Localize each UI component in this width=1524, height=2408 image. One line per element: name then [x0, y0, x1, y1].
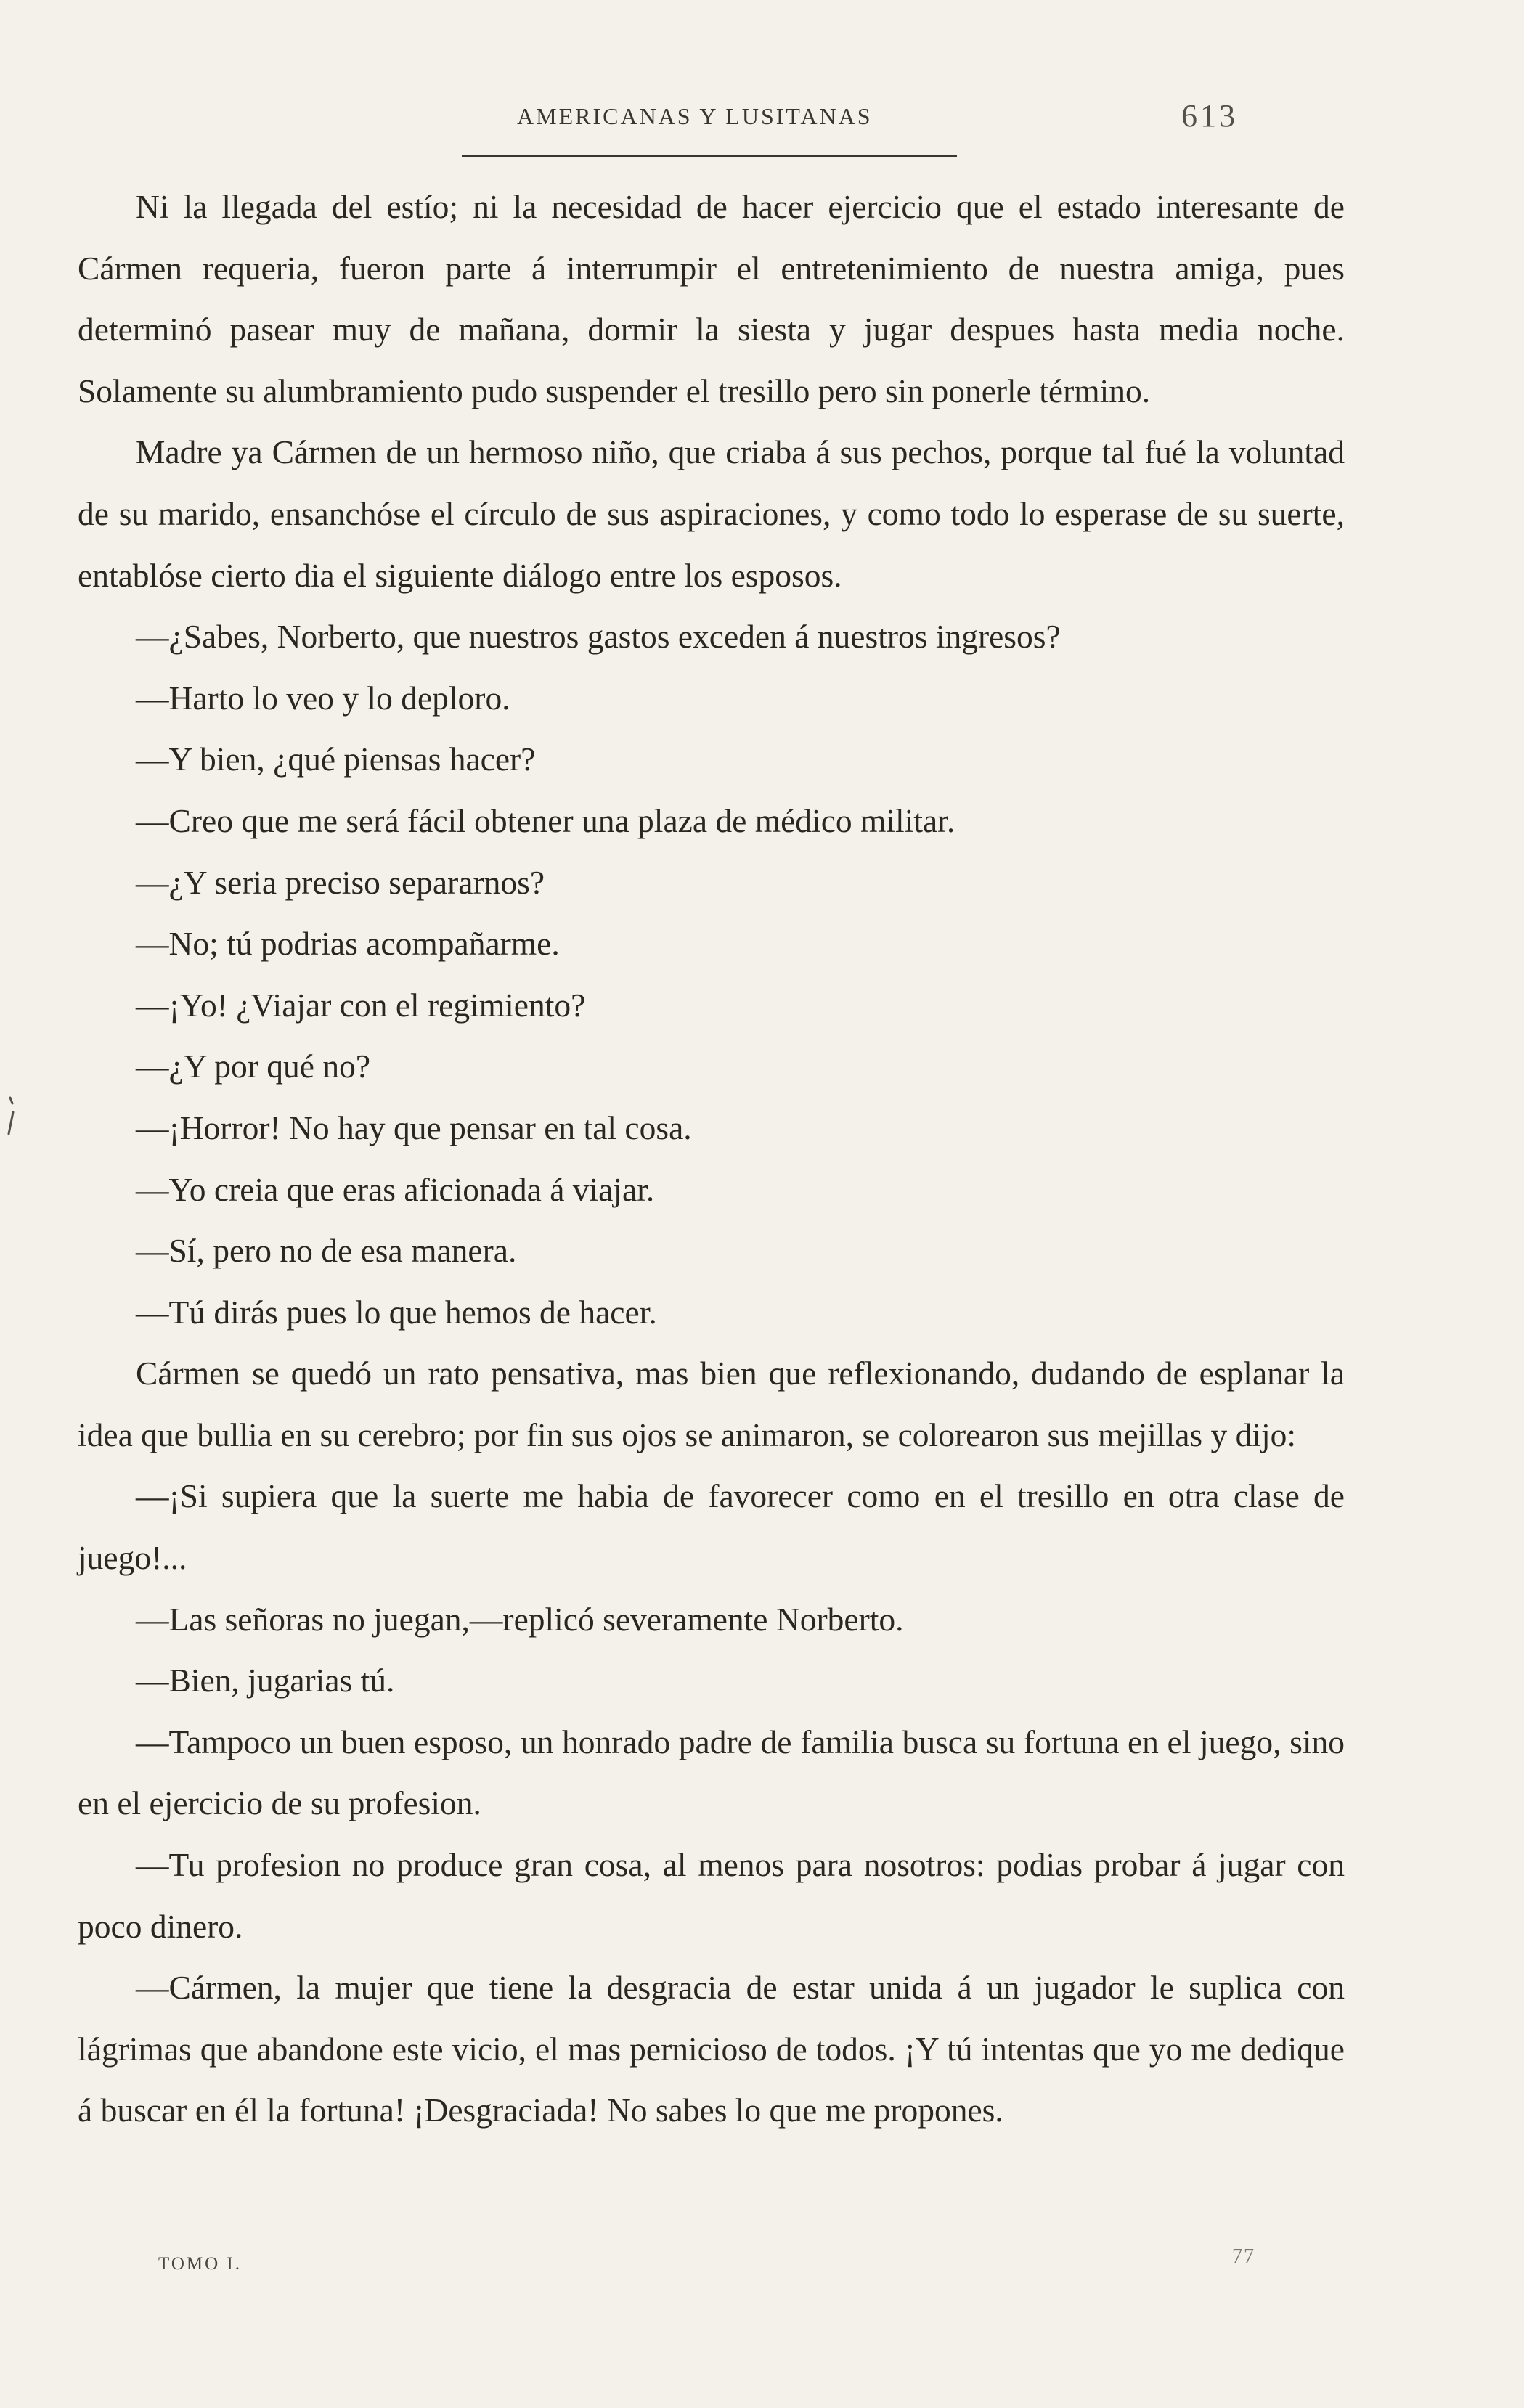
dialogue-line: —Creo que me será fácil obtener una plaza de médico militar. [136, 801, 955, 839]
dialogue-line: —¡Si supiera que la suerte me habia de favorecer como en el tresillo en otra clase de juego!... [78, 1477, 1345, 1577]
dialogue-line: —Y bien, ¿qué piensas hacer? [136, 740, 536, 778]
dialogue-line: —Tú dirás pues lo que hemos de hacer. [136, 1293, 657, 1331]
dialogue-line: —Tampoco un buen esposo, un honrado padre de familia busca su fortuna en el juego, sino en el ejercicio de su profesion. [78, 1723, 1345, 1822]
dialogue-line: —Yo creia que eras aficionada á viajar. [136, 1170, 655, 1208]
page-footer [0, 2245, 1524, 2283]
dialogue-line: —Cármen, la mujer que tiene la desgracia de estar unida á un jugador le suplica con lágrimas que abandone este vicio, el mas pernicioso de todos. ¡Y tú intentas que yo me dedique á buscar en él la fortuna! ¡Desgraciada! No sabes lo que me propones. [78, 1969, 1345, 2129]
dialogue-line: —¿Sabes, Norberto, que nuestros gastos exceden á nuestros ingresos? [136, 618, 1061, 656]
dialogue-line: —Las señoras no juegan,—replicó severamente Norberto. [136, 1600, 904, 1638]
paragraph: Ni la llegada del estío; ni la necesidad de hacer ejercicio que el estado interesante de Cármen requeria, fueron parte á interrumpir el entretenimiento de nuestra amiga, pues determinó pasear muy de mañana, dormir la siesta y jugar despues hasta media noche. Solamente su alumbramiento pudo suspender el tresillo pero sin ponerle término. [78, 188, 1345, 409]
signature-mark: TOMO I. [158, 2254, 242, 2274]
dialogue-line: —¿Y seria preciso separarnos? [136, 863, 545, 901]
dialogue-line: —Harto lo veo y lo deploro. [136, 679, 510, 717]
dialogue-line: —¡Yo! ¿Viajar con el regimiento? [136, 986, 586, 1024]
header-rule [462, 155, 957, 157]
dialogue-line: —¡Horror! No hay que pensar en tal cosa. [136, 1109, 692, 1146]
body-text [78, 176, 1345, 2142]
paragraph: Cármen se quedó un rato pensativa, mas bien que reflexionando, dudando de esplanar la idea que bullia en su cerebro; por fin sus ojos se animaron, se colorearon sus mejillas y dijo: [78, 1355, 1345, 1453]
dialogue-line: —Sí, pero no de esa manera. [136, 1232, 517, 1270]
dialogue-line: —Bien, jugarias tú. [136, 1662, 395, 1699]
dialogue-line: —¿Y por qué no? [136, 1048, 371, 1085]
paragraph: Madre ya Cármen de un hermoso niño, que criaba á sus pechos, porque tal fué la voluntad de su marido, ensanchóse el círculo de sus aspiraciones, y como todo lo esperase de su suerte, entablóse cierto dia el siguiente diálogo entre los esposos. [78, 433, 1345, 594]
running-title: AMERICANAS Y LUSITANAS [517, 103, 873, 129]
running-head [0, 98, 1524, 147]
margin-mark [6, 1096, 20, 1140]
dialogue-line: —Tu profesion no produce gran cosa, al menos para nosotros: podias probar á jugar con poco dinero. [78, 1846, 1345, 1945]
page-number: 613 [1181, 98, 1238, 134]
sheet-number: 77 [1232, 2245, 1255, 2268]
dialogue-line: —No; tú podrias acompañarme. [136, 925, 560, 963]
